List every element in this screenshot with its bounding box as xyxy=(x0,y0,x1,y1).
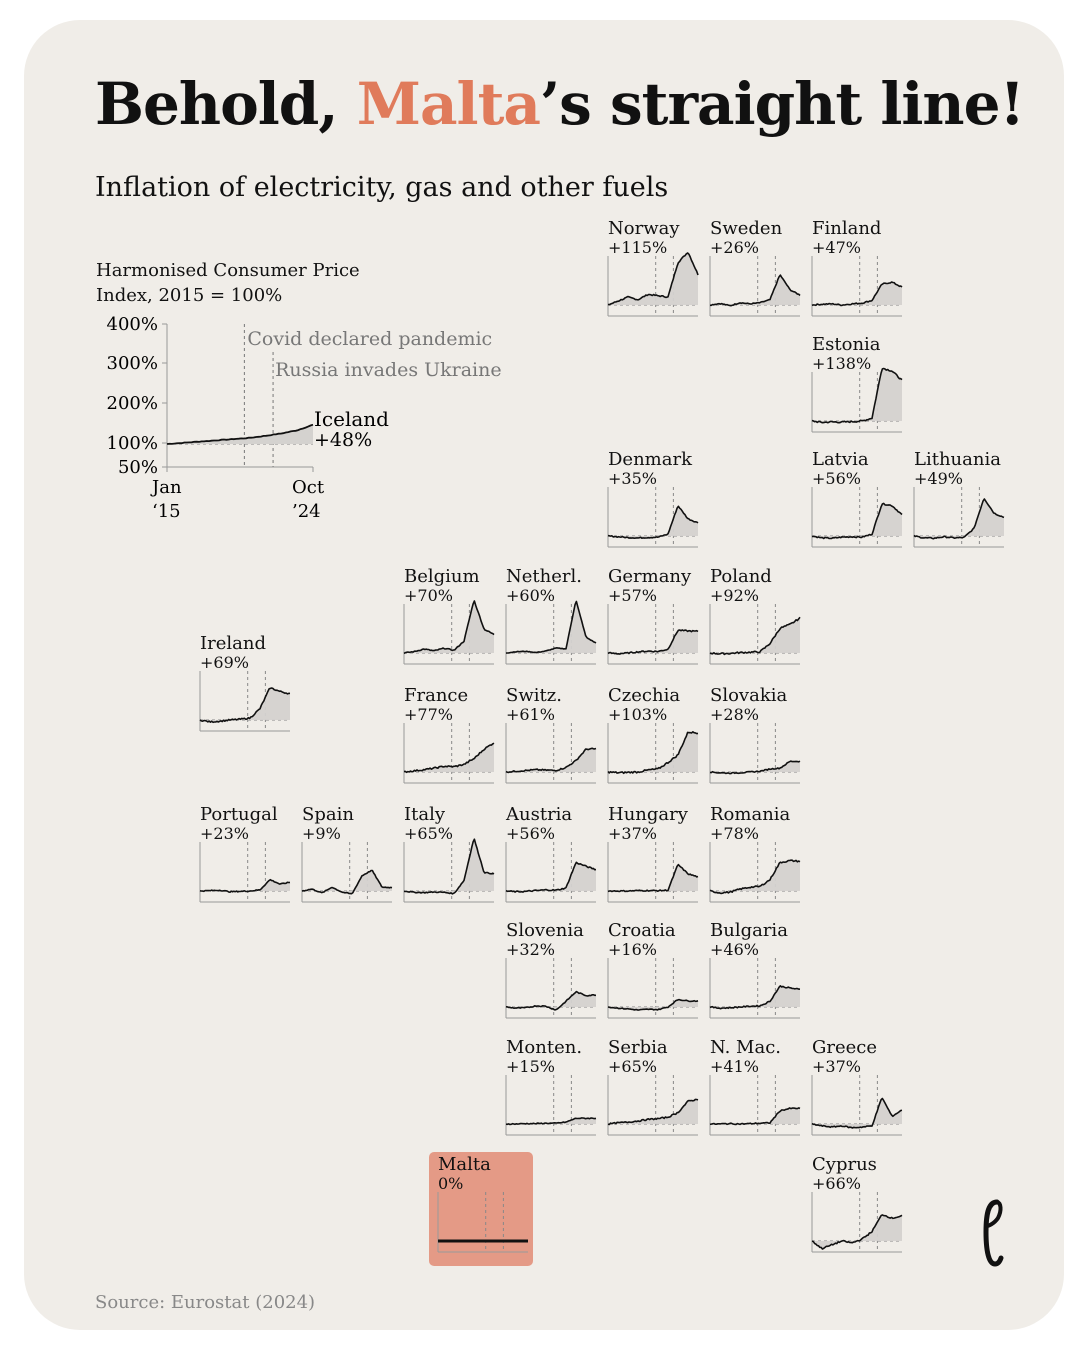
tile-change-value: +60% xyxy=(506,586,555,605)
tile-country-name: Norway xyxy=(608,218,680,239)
tile-country-name: Slovenia xyxy=(506,920,584,941)
tile-area xyxy=(914,499,1004,539)
title-accent-malta: Malta xyxy=(356,70,540,138)
tile-finland xyxy=(812,218,922,346)
tile-area xyxy=(608,630,698,654)
economist-e-logo-icon xyxy=(982,1198,1004,1274)
tile-area xyxy=(608,506,698,538)
tile-france xyxy=(404,685,514,813)
x-tick-label-top: Jan xyxy=(152,477,182,498)
tile-sparkline xyxy=(403,715,495,785)
tile-area xyxy=(710,617,800,654)
annotation-covid: Covid declared pandemic xyxy=(247,328,493,350)
tile-country-name: Netherl. xyxy=(506,566,582,587)
y-tick-label: 200% xyxy=(106,393,158,414)
tile-area xyxy=(608,253,698,305)
chart-subtitle: Inflation of electricity, gas and other fuels xyxy=(95,172,669,203)
tile-country-name: Spain xyxy=(302,804,354,825)
tile-change-value: +35% xyxy=(608,469,657,488)
tile-romania xyxy=(710,804,820,932)
tile-sparkline xyxy=(199,663,291,733)
tile-country-name: Austria xyxy=(506,804,573,825)
tile-country-name: Serbia xyxy=(608,1037,668,1058)
y-tick-label: 50% xyxy=(117,457,158,478)
tile-sparkline xyxy=(607,248,699,318)
tile-sparkline xyxy=(437,1184,529,1254)
series-change-iceland: +48% xyxy=(314,429,373,451)
tile-sparkline xyxy=(199,834,291,904)
tile-sparkline xyxy=(811,1184,903,1254)
tile-change-value: +16% xyxy=(608,940,657,959)
tile-sparkline xyxy=(505,950,597,1020)
tile-belgium xyxy=(404,566,514,694)
tile-change-value: +26% xyxy=(710,238,759,257)
tile-area xyxy=(710,986,800,1009)
tile-sparkline xyxy=(505,834,597,904)
tile-area xyxy=(608,865,698,892)
tile-sparkline xyxy=(811,1067,903,1137)
tile-bulgaria xyxy=(710,920,820,1048)
tile-sparkline xyxy=(607,596,699,666)
tile-country-name: N. Mac. xyxy=(710,1037,782,1058)
tile-change-value: +77% xyxy=(404,705,453,724)
tile-serbia xyxy=(608,1037,718,1165)
tile-croatia xyxy=(608,920,718,1048)
tile-area xyxy=(812,369,902,423)
tile-country-name: Portugal xyxy=(200,804,278,825)
tile-sparkline xyxy=(913,479,1005,549)
x-tick-label-top: Oct xyxy=(292,477,325,498)
tile-estonia xyxy=(812,334,922,462)
tile-change-value: +61% xyxy=(506,705,555,724)
tile-poland xyxy=(710,566,820,694)
x-tick-label-bottom: ‘15 xyxy=(152,501,181,522)
key-chart-iceland xyxy=(90,310,520,530)
tile-country-name: Sweden xyxy=(710,218,783,239)
tile-change-value: +57% xyxy=(608,586,657,605)
tile-area xyxy=(812,1215,902,1249)
chart-title: Behold, Malta’s straight line! xyxy=(95,70,1024,138)
tile-hungary xyxy=(608,804,718,932)
tile-latvia xyxy=(812,449,922,577)
annotation-war: Russia invades Ukraine xyxy=(275,359,502,381)
tile-sparkline xyxy=(403,834,495,904)
tile-country-name: Denmark xyxy=(608,449,692,470)
tile-sparkline xyxy=(607,1067,699,1137)
tile-lithuania xyxy=(914,449,1024,577)
tile-change-value: +28% xyxy=(710,705,759,724)
tile-netherl xyxy=(506,566,616,694)
tile-country-name: Romania xyxy=(710,804,791,825)
tile-sparkline xyxy=(301,834,393,904)
tile-country-name: Cyprus xyxy=(812,1154,877,1175)
tile-area xyxy=(200,688,290,722)
tile-change-value: +37% xyxy=(812,1057,861,1076)
tile-country-name: Latvia xyxy=(812,449,869,470)
tile-change-value: +69% xyxy=(200,653,249,672)
tile-sparkline xyxy=(811,479,903,549)
tile-sparkline xyxy=(607,834,699,904)
x-tick-label-bottom: ’24 xyxy=(292,501,321,522)
tile-sparkline xyxy=(709,834,801,904)
tile-country-name: Poland xyxy=(710,566,772,587)
tile-country-name: Czechia xyxy=(608,685,681,706)
tile-country-name: Lithuania xyxy=(914,449,1001,470)
tile-change-value: +32% xyxy=(506,940,555,959)
tile-sparkline xyxy=(709,596,801,666)
tile-sparkline xyxy=(607,715,699,785)
tile-sparkline xyxy=(505,715,597,785)
tile-change-value: +138% xyxy=(812,354,872,373)
y-tick-label: 400% xyxy=(106,314,158,335)
tile-change-value: +46% xyxy=(710,940,759,959)
tile-change-value: +23% xyxy=(200,824,249,843)
tile-change-value: +92% xyxy=(710,586,759,605)
tile-norway xyxy=(608,218,718,346)
tile-change-value: +41% xyxy=(710,1057,759,1076)
tile-sparkline xyxy=(709,248,801,318)
tile-area xyxy=(506,748,596,772)
tile-area xyxy=(710,275,800,306)
tile-change-value: +115% xyxy=(608,238,668,257)
tile-change-value: +65% xyxy=(404,824,453,843)
tile-area xyxy=(506,862,596,892)
y-tick-label: 300% xyxy=(106,353,158,374)
tile-sparkline xyxy=(811,248,903,318)
tile-area xyxy=(608,732,698,774)
tile-austria xyxy=(506,804,616,932)
tile-country-name: Estonia xyxy=(812,334,881,355)
tile-country-name: Finland xyxy=(812,218,882,239)
tile-change-value: +78% xyxy=(710,824,759,843)
tile-country-name: Italy xyxy=(404,804,446,825)
tile-change-value: +49% xyxy=(914,469,963,488)
tile-area xyxy=(812,282,902,305)
tile-change-value: +70% xyxy=(404,586,453,605)
tile-change-value: +56% xyxy=(812,469,861,488)
tile-sparkline xyxy=(607,950,699,1020)
tile-ireland xyxy=(200,633,310,761)
y-tick-label: 100% xyxy=(106,433,158,454)
source-note: Source: Eurostat (2024) xyxy=(95,1292,316,1313)
tile-change-value: +65% xyxy=(608,1057,657,1076)
tile-change-value: +9% xyxy=(302,824,341,843)
tile-greece xyxy=(812,1037,922,1165)
tile-area xyxy=(812,503,902,538)
tile-change-value: +37% xyxy=(608,824,657,843)
tile-country-name: Bulgaria xyxy=(710,920,788,941)
tile-area xyxy=(404,601,494,653)
tile-italy xyxy=(404,804,514,932)
tile-czechia xyxy=(608,685,718,813)
tile-area xyxy=(506,602,596,654)
tile-slovakia xyxy=(710,685,820,813)
tile-sparkline xyxy=(505,596,597,666)
tile-country-name: Switz. xyxy=(506,685,562,706)
tile-sparkline xyxy=(403,596,495,666)
tile-change-value: +66% xyxy=(812,1174,861,1193)
tile-country-name: Monten. xyxy=(506,1037,583,1058)
tile-country-name: Malta xyxy=(438,1154,491,1175)
tile-country-name: Croatia xyxy=(608,920,676,941)
tile-country-name: Slovakia xyxy=(710,685,788,706)
tile-sparkline xyxy=(505,1067,597,1137)
tile-germany xyxy=(608,566,718,694)
tile-denmark xyxy=(608,449,718,577)
tile-country-name: Belgium xyxy=(404,566,480,587)
tile-sparkline xyxy=(811,364,903,434)
tile-area xyxy=(710,1108,800,1125)
tile-country-name: Greece xyxy=(812,1037,878,1058)
tile-area xyxy=(608,1099,698,1124)
tile-area xyxy=(404,839,494,894)
y-axis-label: Harmonised Consumer Price Index, 2015 = 100% xyxy=(96,260,360,306)
tile-country-name: Ireland xyxy=(200,633,266,654)
tile-change-value: +103% xyxy=(608,705,668,724)
series-area-iceland xyxy=(167,425,313,444)
tile-change-value: +15% xyxy=(506,1057,555,1076)
tile-area xyxy=(710,860,800,893)
tile-malta xyxy=(438,1154,548,1282)
tile-sparkline xyxy=(709,715,801,785)
tile-n-mac xyxy=(710,1037,820,1165)
tile-change-value: 0% xyxy=(438,1174,464,1193)
tile-sweden xyxy=(710,218,820,346)
tile-portugal xyxy=(200,804,310,932)
tile-cyprus xyxy=(812,1154,922,1282)
tile-change-value: +56% xyxy=(506,824,555,843)
tile-sparkline xyxy=(709,1067,801,1137)
tile-slovenia xyxy=(506,920,616,1048)
tile-switz xyxy=(506,685,616,813)
tile-spain xyxy=(302,804,412,932)
tile-country-name: France xyxy=(404,685,469,706)
tile-country-name: Hungary xyxy=(608,804,688,825)
tile-sparkline xyxy=(709,950,801,1020)
tile-area xyxy=(404,743,494,772)
series-name-iceland: Iceland xyxy=(314,407,389,431)
tile-sparkline xyxy=(607,479,699,549)
tile-monten xyxy=(506,1037,616,1165)
tile-change-value: +47% xyxy=(812,238,861,257)
tile-country-name: Germany xyxy=(608,566,692,587)
